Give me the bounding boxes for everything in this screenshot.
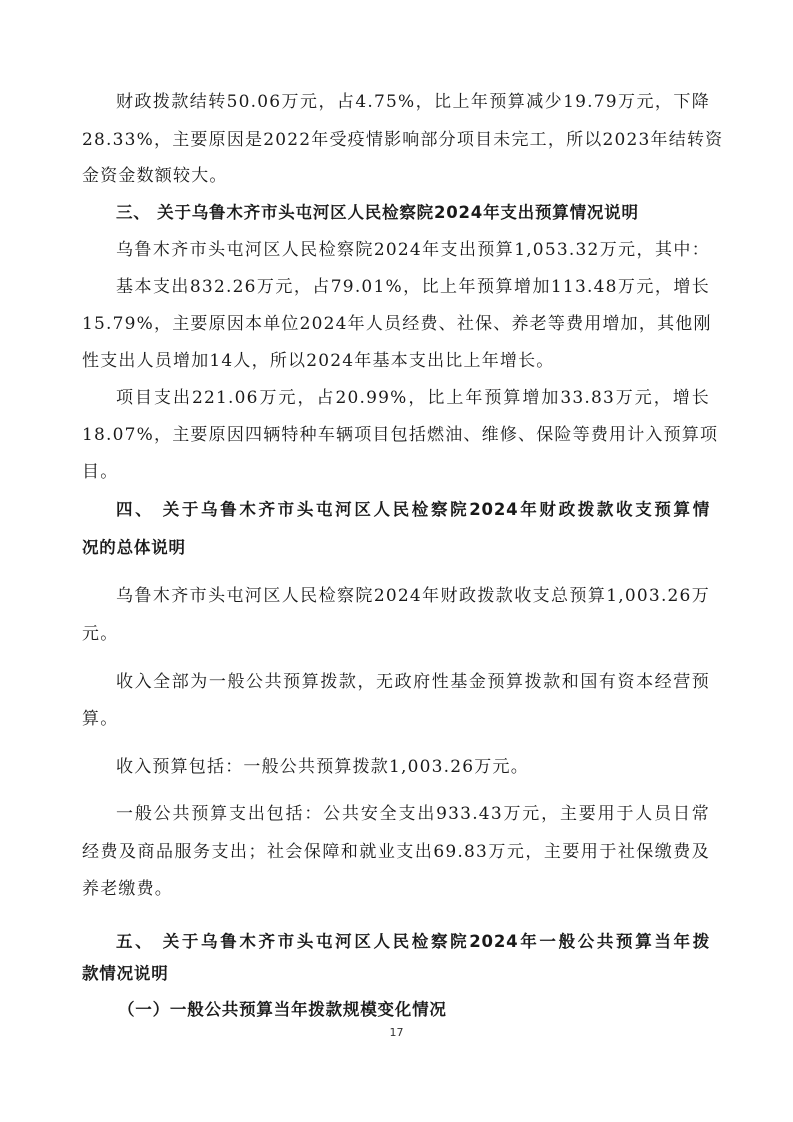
subsection-heading-1: （一）一般公共预算当年拨款规模变化情况 [118,1000,447,1019]
paragraph-fiscal-total-line2: 元。 [82,624,119,644]
paragraph-income-source-line1: 收入全部为一般公共预算拨款，无政府性基金预算拨款和国有资本经营预 [116,672,710,692]
paragraph-income-source-line2: 算。 [82,709,119,729]
page-number: 17 [389,1026,404,1039]
paragraph-basic-expenditure-line3: 性支出人员增加14人，所以2024年基本支出比上年增长。 [82,351,555,371]
paragraph-expenditure-total: 乌鲁木齐市头屯河区人民检察院2024年支出预算1,053.32万元，其中： [116,240,710,260]
paragraph-public-expenditure-line1: 一般公共预算支出包括：公共安全支出933.43万元，主要用于人员日常 [116,804,710,824]
paragraph-project-expenditure-line1: 项目支出221.06万元，占20.99%，比上年预算增加33.83万元，增长 [116,388,710,408]
paragraph-carryover-line2: 28.33%，主要原因是2022年受疫情影响部分项目未完工，所以2023年结转资 [82,130,724,150]
section-heading-4-line2: 况的总体说明 [82,538,186,557]
paragraph-carryover-line1: 财政拨款结转50.06万元，占4.75%，比上年预算减少19.79万元，下降 [116,92,710,112]
paragraph-project-expenditure-line2: 18.07%，主要原因四辆特种车辆项目包括燃油、维修、保险等费用计入预算项 [82,425,719,445]
paragraph-public-expenditure-line2: 经费及商品服务支出；社会保障和就业支出69.83万元，主要用于社保缴费及 [82,842,710,862]
paragraph-income-budget: 收入预算包括：一般公共预算拨款1,003.26万元。 [116,757,529,777]
paragraph-carryover-line3: 金资金数额较大。 [82,166,228,186]
paragraph-basic-expenditure-line2: 15.79%，主要原因本单位2024年人员经费、社保、养老等费用增加，其他刚 [82,314,712,334]
section-heading-3: 三、 关于乌鲁木齐市头屯河区人民检察院2024年支出预算情况说明 [116,203,639,222]
section-heading-5-line1: 五、 关于乌鲁木齐市头屯河区人民检察院2024年一般公共预算当年拨 [116,932,710,951]
paragraph-public-expenditure-line3: 养老缴费。 [82,879,173,899]
section-heading-4-line1: 四、 关于乌鲁木齐市头屯河区人民检察院2024年财政拨款收支预算情 [116,500,710,519]
paragraph-basic-expenditure-line1: 基本支出832.26万元，占79.01%，比上年预算增加113.48万元，增长 [116,277,710,297]
paragraph-fiscal-total-line1: 乌鲁木齐市头屯河区人民检察院2024年财政拨款收支总预算1,003.26万 [116,586,710,606]
paragraph-project-expenditure-line3: 目。 [82,462,119,482]
section-heading-5-line2: 款情况说明 [82,964,169,983]
